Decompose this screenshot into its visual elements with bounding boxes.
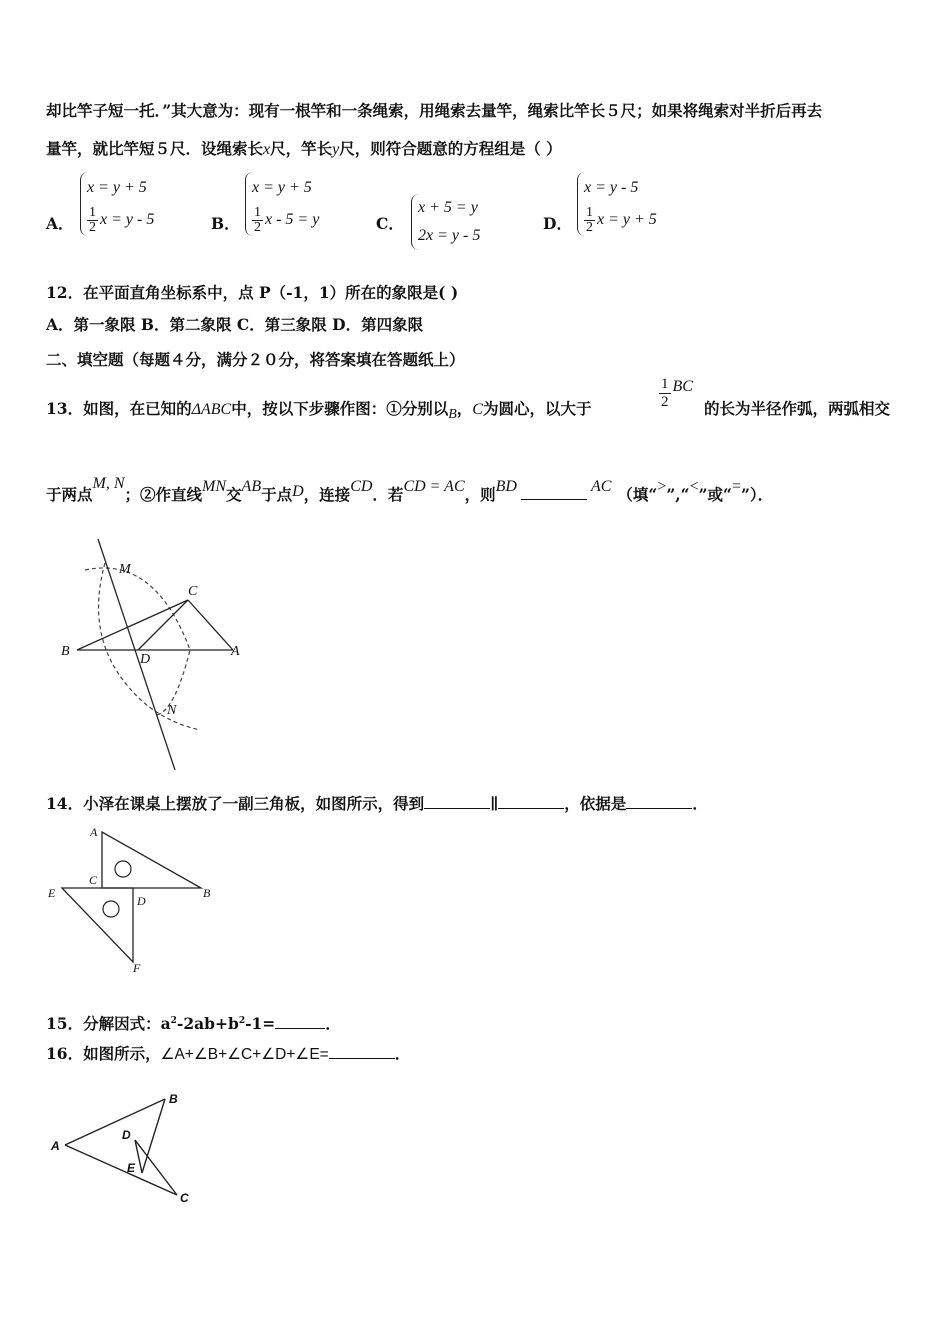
q15-question: 15．分解因式：$a^2-2ab+b^2-1=$ ．	[46, 1014, 341, 1034]
option-c-eq2: 2x = y - 5	[418, 227, 481, 244]
label-a: A	[231, 644, 240, 659]
option-d-system	[577, 172, 657, 236]
figure-13	[55, 535, 265, 775]
option-b-eq2: $\frac{1}{2}$ x - 5 = y	[254, 204, 320, 235]
label-a: A	[90, 825, 98, 839]
segment-ac	[65, 1145, 177, 1195]
label-e: E	[127, 1161, 136, 1175]
option-d-eq2: $\frac{1}{2}$ x = y + 5	[586, 204, 657, 235]
var-y: y	[332, 141, 340, 158]
fraction-half: $\frac{1}{2}$	[254, 204, 261, 235]
q14-blank-2[interactable]	[498, 794, 564, 809]
option-c-eq1: x + 5 = y	[418, 199, 478, 216]
q13-line-1-end: 的长为半径作弧，两弧相交	[704, 399, 891, 418]
label-a: A	[51, 1139, 60, 1153]
figure-14	[46, 822, 226, 982]
circle-cutout-lower	[103, 901, 119, 917]
q13-half-bc: $\frac{1}{2}$ BC	[661, 376, 693, 410]
label-c: C	[180, 1191, 189, 1205]
var-x: x	[263, 141, 271, 158]
label-c: C	[188, 584, 198, 599]
label-d: D	[140, 652, 151, 667]
option-d-eq1: x = y - 5	[584, 179, 639, 196]
option-a-label: A．	[46, 214, 74, 233]
label-b: B	[203, 886, 211, 900]
triangle-acb	[102, 832, 201, 888]
label-n: N	[167, 703, 177, 718]
label-b: B	[61, 644, 70, 659]
label-b: B	[169, 1092, 178, 1106]
figure-16	[45, 1088, 205, 1213]
label-d: D	[137, 894, 146, 908]
q13-line-2: 于两点M, N；②作直线MN交AB于点D，连接CD．若CD = AC，则BD AC （填“>”,“<”或“=”）．	[46, 475, 774, 504]
option-d-label: D．	[543, 214, 572, 233]
label-e: E	[48, 886, 56, 900]
triangle-abc: ΔABC	[191, 401, 232, 418]
option-a-eq1: x = y + 5	[87, 179, 147, 196]
intro-text-a: 量竿，就比竿短５尺．设绳索长	[46, 139, 264, 158]
label-f: F	[133, 961, 141, 975]
q14-blank-3[interactable]	[626, 794, 692, 809]
label-m: M	[119, 562, 131, 577]
label-d: D	[122, 1128, 131, 1142]
option-b-system	[245, 172, 319, 236]
option-a-system	[80, 172, 154, 236]
q14-blank-1[interactable]	[424, 794, 490, 809]
arc-from-c	[85, 568, 190, 715]
q12-question: 12．在平面直角坐标系中，点 P（-1，1）所在的象限是( )	[46, 283, 459, 302]
line-mn	[98, 539, 175, 770]
fraction-half: $\frac{1}{2}$	[89, 204, 96, 235]
intro-text-b: 尺，竿长	[270, 139, 333, 158]
q13-line-1: 13．如图，在已知的ΔABC中，按以下步骤作图：①分别以B，C为圆心，以大于	[46, 399, 592, 422]
q14-question: 14．小泽在课桌上摆放了一副三角板，如图所示，得到 ∥ ，依据是 ．	[46, 794, 708, 813]
option-c-label: C．	[376, 214, 404, 233]
q13-answer-blank[interactable]	[521, 485, 587, 500]
label-c: C	[89, 873, 98, 887]
option-a-eq2: $\frac{1}{2}$ x = y - 5	[89, 204, 155, 235]
segment-ca	[188, 600, 233, 650]
q15-answer-blank[interactable]	[275, 1014, 325, 1029]
intro-line-1: 却比竿子短一托．”其大意为：现有一根竿和一条绳索，用绳索去量竿，绳索比竿长５尺；如果将绳索对半折后再去	[46, 101, 823, 120]
intro-text-c: 尺，则符合题意的方程组是（ ）	[339, 139, 562, 158]
option-c-system	[411, 194, 480, 250]
segment-ab	[65, 1099, 165, 1145]
section-fill-in-title: 二、填空题（每题４分，满分２０分，将答案填在答题纸上）	[46, 350, 465, 369]
triangle-edf	[62, 888, 133, 962]
option-b-label: B．	[211, 214, 240, 233]
q12-options: A．第一象限 B．第二象限 C．第三象限 D．第四象限	[46, 315, 424, 334]
segment-cd	[138, 600, 188, 650]
circle-cutout-upper	[115, 861, 131, 877]
intro-line-2	[46, 138, 562, 161]
q16-question: 16．如图所示，∠A+∠B+∠C+∠D+∠E= ．	[46, 1044, 411, 1063]
option-b-eq1: x = y + 5	[252, 179, 312, 196]
q16-answer-blank[interactable]	[329, 1044, 395, 1059]
fraction-half: $\frac{1}{2}$	[586, 204, 593, 235]
segment-be	[142, 1099, 165, 1173]
